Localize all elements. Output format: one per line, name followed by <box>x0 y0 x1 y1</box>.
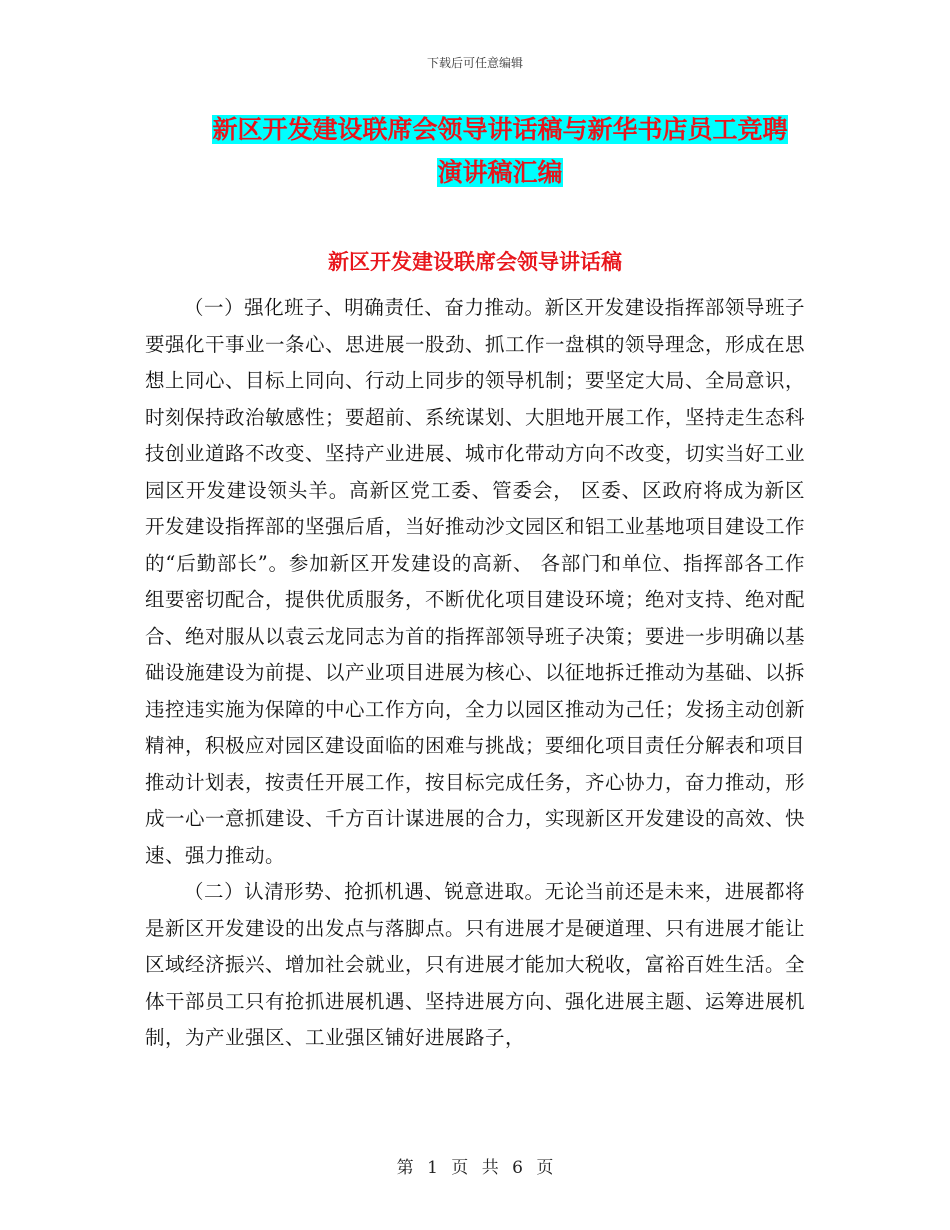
document-title <box>150 108 850 194</box>
body-text <box>145 290 805 1057</box>
section-title: 新区开发建设联席会领导讲话稿 <box>328 250 622 274</box>
document-title-line1: 新区开发建设联席会领导讲话稿与新华书店员工竞聘 <box>212 115 788 144</box>
document-title-line2: 演讲稿汇编 <box>437 158 563 187</box>
paragraph: （一）强化班子、明确责任、奋力推动。新区开发建设指挥部领导班子要强化干事业一条心、思进展一股劲、抓工作一盘棋的领导理念，形成在思想上同心、目标上同向、行动上同步的领导机制；要坚定大局、全局意识，时刻保持政治敏感性；要超前、系统谋划、大胆地开展工作，坚持走生态科技创业道路不改变、坚持产业进展、城市化带动方向不改变，切实当好工业园区开发建设领头羊。高新区党工委、管委会， 区委、区政府将成为新区开发建设指挥部的坚强后盾，当好推动沙文园区和铝工业基地项目建设工作的“后勤部长”。参加新区开发建设的高新、 各部门和单位、指挥部各工作组要密切配合，提供优质服务，不断优化项目建设环境；绝对支持、绝对配合、绝对服从以袁云龙同志为首的指挥部领导班子决策；要进一步明确以基础设施建设为前提、以产业项目进展为核心、以征地拆迁推动为基础、以拆违控违实施为保障的中心工作方向，全力以园区推动为己任；发扬主动创新精神，积极应对园区建设面临的困难与挑战；要细化项目责任分解表和项目推动计划表，按责任开展工作，按目标完成任务，齐心协力，奋力推动，形成一心一意抓建设、千方百计谋进展的合力，实现新区开发建设的高效、快速、强力推动。 <box>145 296 806 867</box>
page-footer: 第 1 页 共 6 页 <box>396 1158 554 1178</box>
paragraph: （二）认清形势、抢抓机遇、锐意进取。无论当前还是未来，进展都将是新区开发建设的出发点与落脚点。只有进展才是硬道理、只有进展才能让区域经济振兴、增加社会就业，只有进展才能加大税收，富裕百姓生活。全体干部员工只有抢抓进展机遇、坚持进展方向、强化进展主题、运筹进展机制，为产业强区、工业强区铺好进展路子， <box>145 880 806 1049</box>
header-note: 下载后可任意编辑 <box>426 56 523 70</box>
